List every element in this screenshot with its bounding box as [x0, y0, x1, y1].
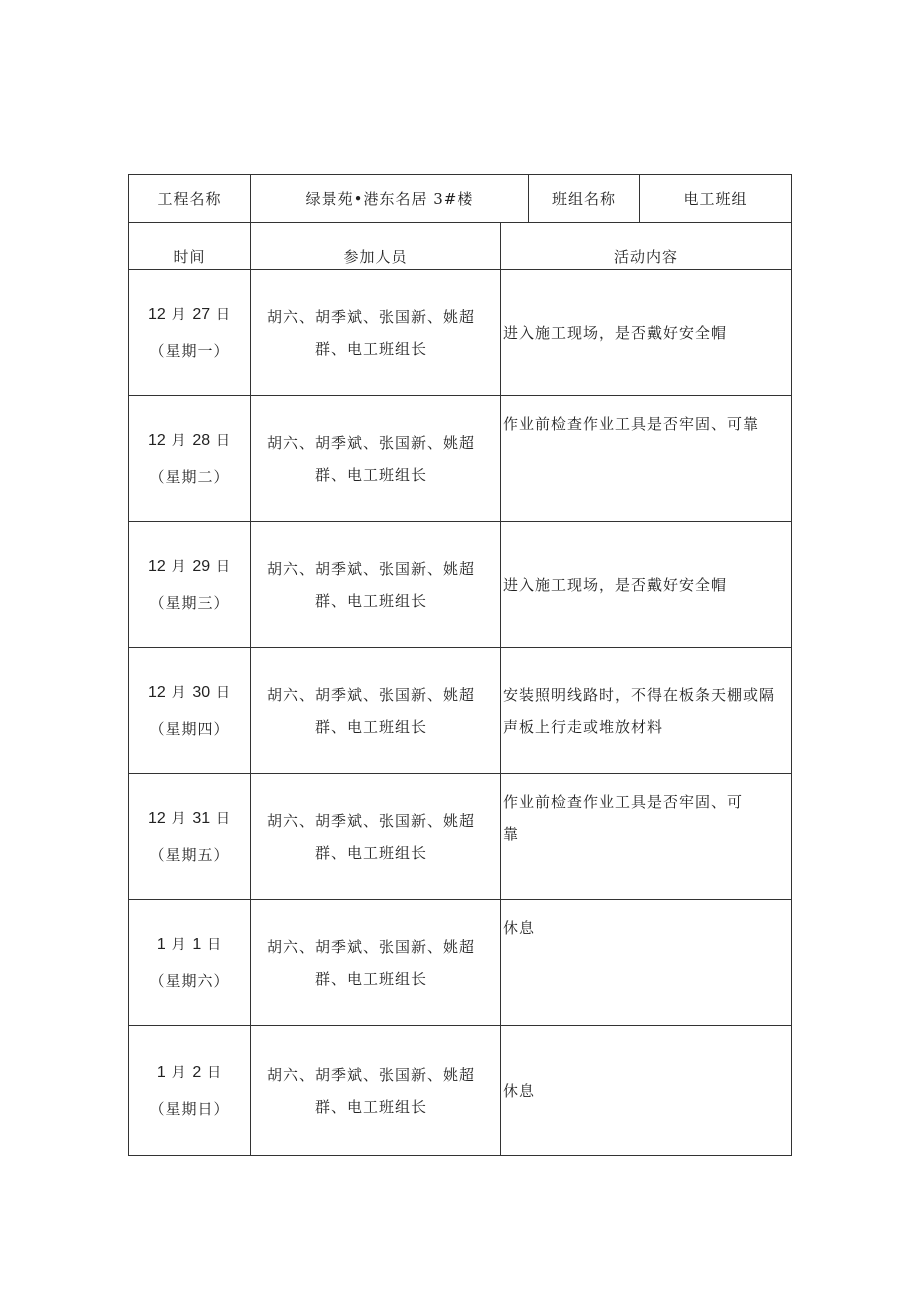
date-cell: 12 月 29 日 （星期三） — [129, 522, 251, 648]
activity-content-cell: 作业前检查作业工具是否牢固、可 靠 — [501, 774, 792, 900]
participants-cell: 胡六、胡季斌、张国新、姚超 群、电工班组长 — [251, 396, 501, 522]
date-cell: 12 月 31 日 （星期五） — [129, 774, 251, 900]
participants-cell: 胡六、胡季斌、张国新、姚超 群、电工班组长 — [251, 648, 501, 774]
weekday: （星期二） — [149, 468, 230, 486]
weekday: （星期一） — [149, 342, 230, 360]
participants-cell: 胡六、胡季斌、张国新、姚超 群、电工班组长 — [251, 774, 501, 900]
table-row — [129, 270, 792, 396]
content-column-header: 活动内容 — [501, 223, 792, 270]
weekday: （星期五） — [149, 846, 230, 864]
activity-content-cell: 安装照明线路时，不得在板条天棚或隔 声板上行走或堆放材料 — [501, 648, 792, 774]
weekday: （星期六） — [149, 972, 230, 990]
table-row — [129, 522, 792, 648]
participants-cell: 胡六、胡季斌、张国新、姚超 群、电工班组长 — [251, 522, 501, 648]
team-name-value: 电工班组 — [640, 175, 792, 223]
table-row — [129, 648, 792, 774]
project-name-value: 绿景苑•港东名居 3#楼 — [251, 175, 529, 223]
activity-content-cell: 休息 — [501, 900, 792, 1026]
column-header-row — [129, 223, 792, 270]
participants-column-header: 参加人员 — [251, 223, 501, 270]
activity-content-cell: 进入施工现场，是否戴好安全帽 — [501, 522, 792, 648]
activity-content-cell: 进入施工现场，是否戴好安全帽 — [501, 270, 792, 396]
participants-cell: 胡六、胡季斌、张国新、姚超 群、电工班组长 — [251, 270, 501, 396]
time-column-header: 时间 — [129, 223, 251, 270]
weekday: （星期日） — [149, 1100, 230, 1118]
date-cell: 1 月 1 日 （星期六） — [129, 900, 251, 1026]
team-name-label: 班组名称 — [529, 175, 640, 223]
weekday: （星期四） — [149, 720, 230, 738]
participants-cell: 胡六、胡季斌、张国新、姚超 群、电工班组长 — [251, 1026, 501, 1156]
table-row — [129, 900, 792, 1026]
date-cell: 1 月 2 日 （星期日） — [129, 1026, 251, 1156]
date-cell: 12 月 27 日 （星期一） — [129, 270, 251, 396]
weekday: （星期三） — [149, 594, 230, 612]
header-row — [129, 175, 792, 223]
date-cell: 12 月 30 日 （星期四） — [129, 648, 251, 774]
activity-content-cell: 作业前检查作业工具是否牢固、可靠 — [501, 396, 792, 522]
table-row — [129, 1026, 792, 1156]
table-row — [129, 396, 792, 522]
activity-record-table — [128, 174, 792, 1156]
date-cell: 12 月 28 日 （星期二） — [129, 396, 251, 522]
activity-content-cell: 休息 — [501, 1026, 792, 1156]
participants-cell: 胡六、胡季斌、张国新、姚超 群、电工班组长 — [251, 900, 501, 1026]
project-name-label: 工程名称 — [129, 175, 251, 223]
table-row — [129, 774, 792, 900]
